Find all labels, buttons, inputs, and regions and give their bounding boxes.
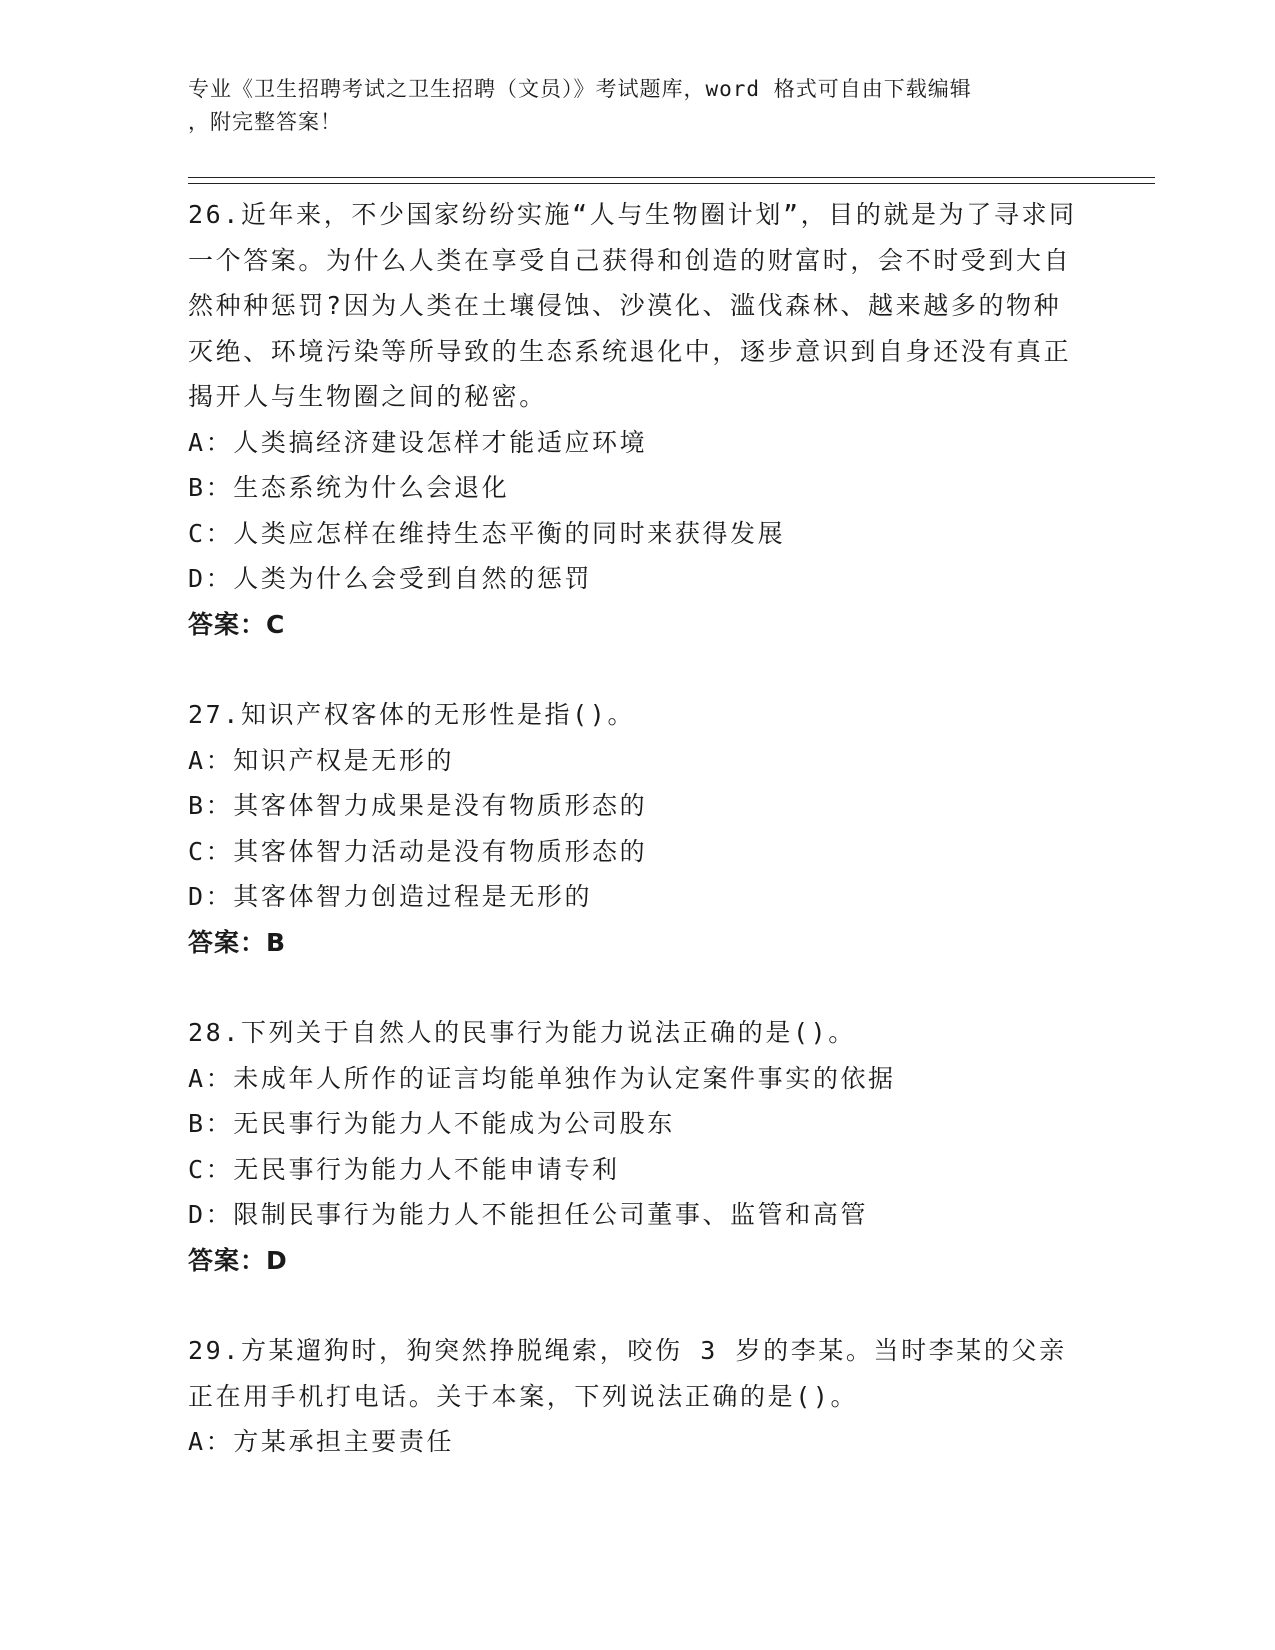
- question-stem: 27.知识产权客体的无形性是指()。: [188, 700, 636, 729]
- option-a: A：知识产权是无形的: [188, 745, 455, 775]
- answer-label: 答案：B: [188, 927, 287, 957]
- header-divider-bottom: [188, 183, 1155, 184]
- option-d: D：人类为什么会受到自然的惩罚: [188, 564, 593, 593]
- question-list: [188, 192, 1088, 1510]
- header-divider-top: [188, 177, 1155, 178]
- question-26: [188, 192, 1088, 647]
- question-29: [188, 1328, 1088, 1465]
- option-a: A：人类搞经济建设怎样才能适应环境: [188, 427, 648, 457]
- question-27: [188, 692, 1088, 965]
- answer-label: 答案：D: [188, 1245, 288, 1275]
- option-b: B：其客体智力成果是没有物质形态的: [188, 791, 648, 820]
- answer-label: 答案：C: [188, 609, 286, 639]
- option-d: D：限制民事行为能力人不能担任公司董事、监管和高管: [188, 1200, 869, 1229]
- document-header: [188, 73, 1068, 139]
- question-stem: 26.近年来，不少国家纷纷实施“人与生物圈计划”，目的就是为了寻求同一个答案。为什么人类在享受自己获得和创造的财富时，会不时受到大自然种种惩罚?因为人类在土壤侵蚀、沙漠化、滥伐森林、越来越多的物种灭绝、环境污染等所导致的生态系统退化中，逐步意识到自身还没有真正揭开人与生物圈之间的秘密。: [188, 200, 1077, 411]
- option-c: C：其客体智力活动是没有物质形态的: [188, 836, 648, 866]
- option-b: B：生态系统为什么会退化: [188, 473, 510, 502]
- question-stem: 29.方某遛狗时，狗突然挣脱绳索，咬伤 3 岁的李某。当时李某的父亲正在用手机打电话。关于本案，下列说法正确的是()。: [188, 1336, 1067, 1411]
- option-d: D：其客体智力创造过程是无形的: [188, 882, 593, 911]
- option-a: A：未成年人所作的证言均能单独作为认定案件事实的依据: [188, 1063, 896, 1093]
- option-c: C：人类应怎样在维持生态平衡的同时来获得发展: [188, 518, 786, 548]
- header-line-1: 专业《卫生招聘考试之卫生招聘（文员）》考试题库，word 格式可自由下载编辑: [188, 77, 972, 101]
- header-line-2: ，附完整答案！: [188, 110, 342, 134]
- option-c: C：无民事行为能力人不能申请专利: [188, 1154, 620, 1184]
- option-b: B：无民事行为能力人不能成为公司股东: [188, 1109, 675, 1138]
- question-stem: 28.下列关于自然人的民事行为能力说法正确的是()。: [188, 1018, 856, 1047]
- question-28: [188, 1010, 1088, 1283]
- option-a: A：方某承担主要责任: [188, 1427, 455, 1456]
